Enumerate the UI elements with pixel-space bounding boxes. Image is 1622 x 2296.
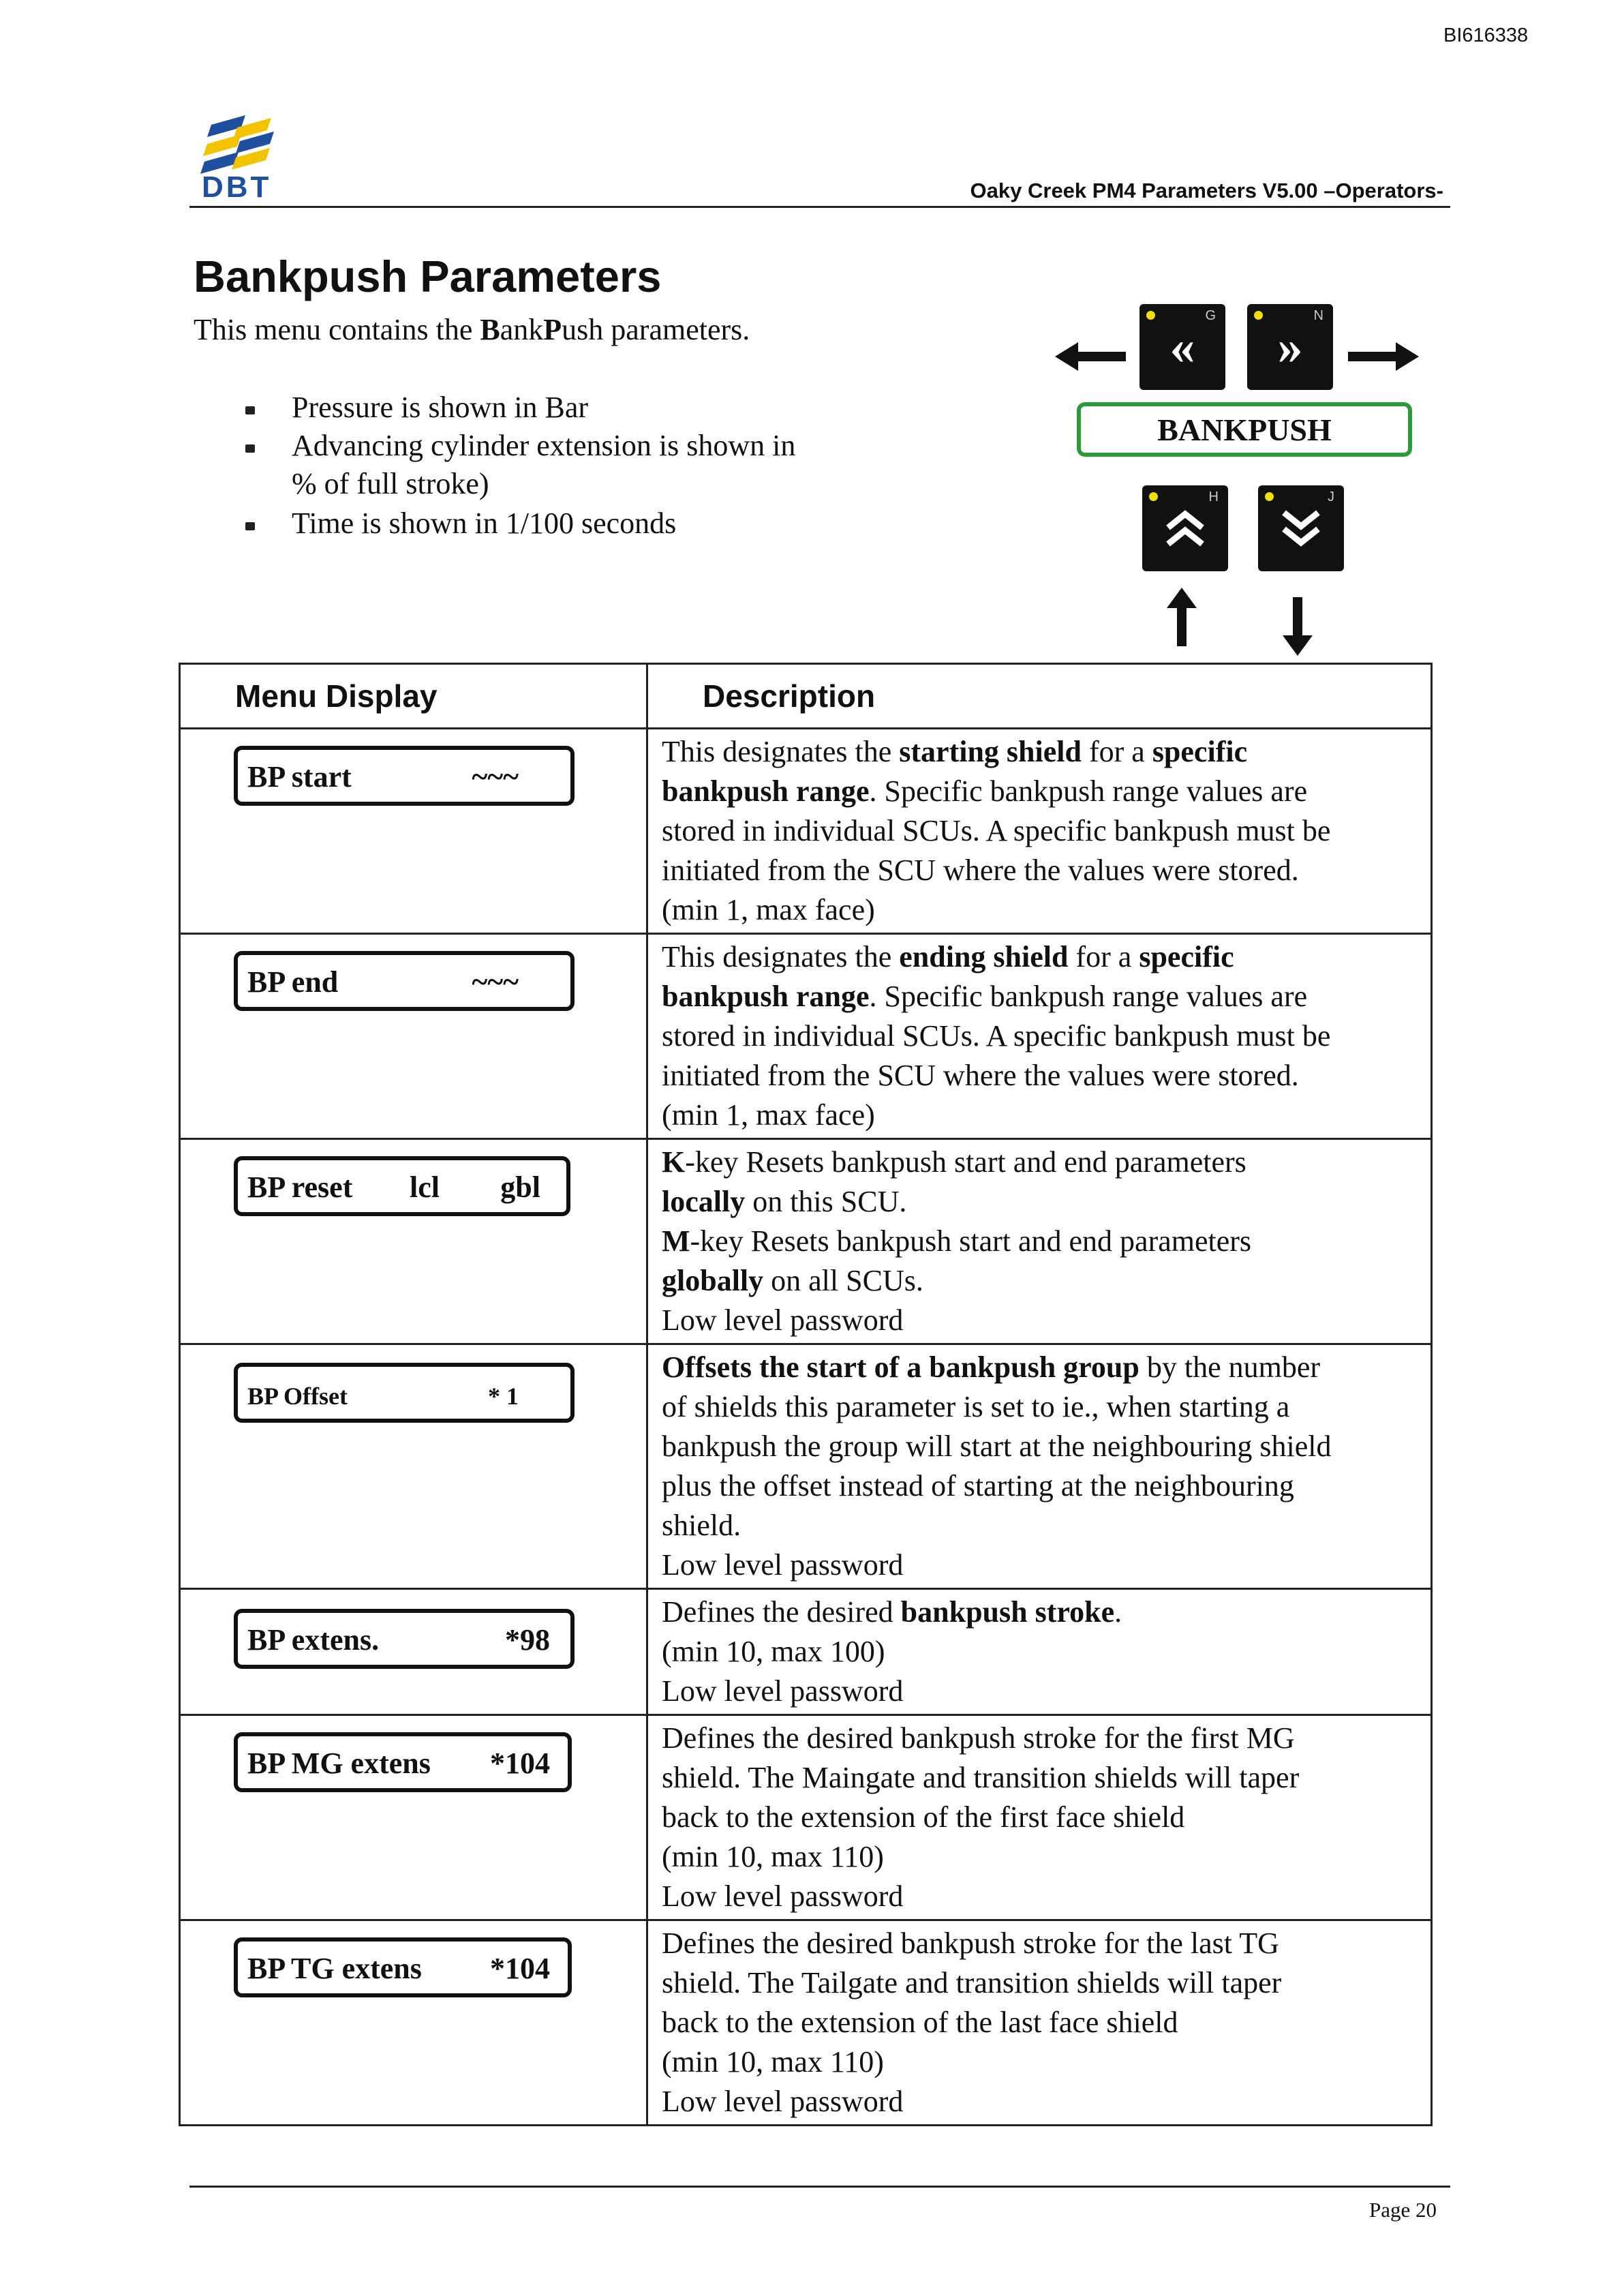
text-segment: -key Resets bankpush start and end parameters xyxy=(685,1145,1246,1179)
bankpush-menu-label: BANKPUSH xyxy=(1077,402,1412,457)
description-line xyxy=(662,1261,1418,1301)
text-segment: (min 10, max 100) xyxy=(662,1635,885,1668)
menu-display-cell xyxy=(180,1139,647,1344)
description-cell xyxy=(647,1920,1432,2126)
bold-text: specific xyxy=(1139,940,1234,973)
table-row xyxy=(180,729,1432,934)
table-row xyxy=(180,1715,1432,1920)
description-line xyxy=(662,1182,1418,1222)
page-number: Page 20 xyxy=(1368,2198,1437,2222)
description-cell xyxy=(647,934,1432,1139)
text-segment: plus the offset instead of starting at the neighbouring xyxy=(662,1469,1294,1502)
description-cell xyxy=(647,1139,1432,1344)
text-segment: shield. xyxy=(662,1509,741,1542)
description-line xyxy=(662,1545,1418,1585)
text-segment: (min 1, max face) xyxy=(662,1098,875,1132)
double-chevron-down-icon: J xyxy=(1258,485,1344,571)
text-segment: Low level password xyxy=(662,1548,904,1582)
display-name: BP start xyxy=(247,760,352,794)
text-segment: for a xyxy=(1081,735,1152,768)
display-value: *104 xyxy=(490,1747,550,1780)
display-name: BP MG extens xyxy=(247,1747,431,1780)
bold-text: bankpush range xyxy=(662,980,870,1013)
parameters-table xyxy=(179,663,1433,2126)
description-line xyxy=(662,1924,1418,1963)
table-row xyxy=(180,1139,1432,1344)
description-line xyxy=(662,1877,1418,1916)
text-segment: (min 10, max 110) xyxy=(662,2045,884,2079)
bullet-icon xyxy=(245,444,255,453)
menu-display-cell xyxy=(180,1589,647,1715)
description-cell xyxy=(647,1344,1432,1589)
bullet-item: Pressure is shown in Bar xyxy=(292,391,589,424)
lcd-display-bp-start xyxy=(234,746,575,806)
arrow-left-icon xyxy=(1055,339,1130,374)
description-line xyxy=(662,1301,1418,1340)
description-line xyxy=(662,1056,1418,1096)
text-segment: Low level password xyxy=(662,2085,904,2118)
description-line xyxy=(662,772,1418,811)
description-line xyxy=(662,2042,1418,2082)
text-segment: on this SCU. xyxy=(745,1185,907,1218)
text-segment: stored in individual SCUs. A specific bankpush must be xyxy=(662,814,1331,847)
lcd-display-bp-offset xyxy=(234,1363,575,1423)
double-chevron-up-icon: H xyxy=(1142,485,1228,571)
description-line xyxy=(662,1096,1418,1135)
column-header-menu-display: Menu Display xyxy=(180,664,647,729)
text-segment: . xyxy=(1114,1595,1122,1629)
description-line xyxy=(662,1016,1418,1056)
menu-display-cell xyxy=(180,1715,647,1920)
description-line xyxy=(662,732,1418,772)
text-segment: (min 1, max face) xyxy=(662,893,875,926)
bold-text: bankpush stroke xyxy=(900,1595,1115,1629)
display-name: BP reset xyxy=(247,1170,353,1204)
description-cell xyxy=(647,1589,1432,1715)
text-segment: back to the extension of the first face shield xyxy=(662,1800,1185,1834)
arrow-down-icon xyxy=(1283,597,1313,656)
description-line xyxy=(662,1758,1418,1798)
text-segment: bankpush the group will start at the neighbouring shield xyxy=(662,1430,1332,1463)
bullet-icon xyxy=(245,406,255,414)
table-row xyxy=(180,1920,1432,2126)
bold-text: Offsets the start of a bankpush group xyxy=(662,1350,1139,1384)
bold-text: starting shield xyxy=(899,735,1082,768)
text-segment: . Specific bankpush range values are xyxy=(869,774,1308,808)
text-segment: Defines the desired bankpush stroke for the first MG xyxy=(662,1721,1295,1755)
text-segment: Low level password xyxy=(662,1879,904,1913)
page-title: Bankpush Parameters xyxy=(194,252,662,301)
description-line xyxy=(662,2082,1418,2121)
text-segment: . Specific bankpush range values are xyxy=(869,980,1308,1013)
text-segment: of shields this parameter is set to ie., when starting a xyxy=(662,1390,1290,1423)
description-line xyxy=(662,1348,1418,1387)
text-segment: Defines the desired bankpush stroke for the last TG xyxy=(662,1927,1279,1960)
bold-text: specific xyxy=(1152,735,1248,768)
display-name: BP Offset xyxy=(247,1383,348,1410)
text-segment: back to the extension of the last face shield xyxy=(662,2006,1178,2039)
text-segment: initiated from the SCU where the values were stored. xyxy=(662,854,1299,887)
table-row xyxy=(180,934,1432,1139)
description-line xyxy=(662,1222,1418,1261)
bullet-item: Time is shown in 1/100 seconds xyxy=(292,507,677,540)
display-value: *98 xyxy=(505,1623,550,1657)
description-line xyxy=(662,2003,1418,2042)
description-line xyxy=(662,1592,1418,1632)
description-line xyxy=(662,977,1418,1016)
text-segment: Low level password xyxy=(662,1674,904,1708)
display-option-lcl: lcl xyxy=(410,1170,440,1204)
description-line xyxy=(662,1466,1418,1506)
table-row xyxy=(180,1589,1432,1715)
lcd-display-bp-extens xyxy=(234,1609,575,1669)
column-header-description: Description xyxy=(647,664,1432,729)
lcd-display-bp-reset xyxy=(234,1156,570,1216)
text-segment: shield. The Maingate and transition shields will taper xyxy=(662,1761,1300,1794)
description-line xyxy=(662,1963,1418,2003)
text-segment: (min 10, max 110) xyxy=(662,1840,884,1873)
description-line xyxy=(662,811,1418,851)
text-segment: by the number xyxy=(1139,1350,1321,1384)
double-chevron-right-icon: N » xyxy=(1247,304,1333,390)
menu-display-cell xyxy=(180,1920,647,2126)
text-segment: Defines the desired xyxy=(662,1595,901,1629)
menu-display-cell xyxy=(180,934,647,1139)
description-line xyxy=(662,1632,1418,1672)
double-chevron-left-icon: G « xyxy=(1139,304,1225,390)
logo-text: DBT xyxy=(202,170,272,204)
bold-text: bankpush range xyxy=(662,774,870,808)
table-row xyxy=(180,1344,1432,1589)
description-line xyxy=(662,1387,1418,1427)
bold-text: M xyxy=(662,1224,690,1258)
menu-display-cell xyxy=(180,1344,647,1589)
bullet-item: Advancing cylinder extension is shown in xyxy=(292,429,796,462)
text-segment: This designates the xyxy=(662,940,900,973)
intro-text: This menu contains the BankPush parameters. xyxy=(194,313,750,346)
description-line xyxy=(662,1143,1418,1182)
display-value: ~~~ xyxy=(472,965,519,999)
display-name: BP extens. xyxy=(247,1623,380,1657)
text-segment: on all SCUs. xyxy=(763,1264,923,1297)
description-line xyxy=(662,1427,1418,1466)
display-value: *104 xyxy=(490,1952,550,1985)
description-line xyxy=(662,1672,1418,1711)
display-value: * 1 xyxy=(488,1383,519,1410)
footer-rule xyxy=(189,2186,1450,2188)
arrow-up-icon xyxy=(1167,588,1197,646)
display-name: BP TG extens xyxy=(247,1952,422,1985)
description-line xyxy=(662,1798,1418,1837)
bullet-item: % of full stroke) xyxy=(292,467,489,500)
lcd-display-bp-end xyxy=(234,951,575,1011)
text-segment: for a xyxy=(1068,940,1139,973)
text-segment: shield. The Tailgate and transition shields will taper xyxy=(662,1966,1282,1999)
display-option-gbl: gbl xyxy=(500,1170,540,1204)
text-segment: -key Resets bankpush start and end parameters xyxy=(690,1224,1252,1258)
bold-text: globally xyxy=(662,1264,764,1297)
text-segment: Low level password xyxy=(662,1303,904,1337)
bold-text: ending shield xyxy=(899,940,1069,973)
document-id: BI616338 xyxy=(1443,25,1529,46)
bold-text: locally xyxy=(662,1185,746,1218)
description-cell xyxy=(647,1715,1432,1920)
table-header-row xyxy=(180,664,1432,729)
arrow-right-icon xyxy=(1344,339,1419,374)
text-segment: initiated from the SCU where the values were stored. xyxy=(662,1059,1299,1092)
lcd-display-bp-tg-extens xyxy=(234,1937,572,1997)
header-rule xyxy=(189,206,1450,208)
description-line xyxy=(662,1506,1418,1545)
header-title: Oaky Creek PM4 Parameters V5.00 –Operators- xyxy=(970,179,1443,202)
text-segment: stored in individual SCUs. A specific bankpush must be xyxy=(662,1019,1331,1053)
description-line xyxy=(662,1719,1418,1758)
bold-text: K xyxy=(662,1145,686,1179)
description-cell xyxy=(647,729,1432,934)
text-segment: This designates the xyxy=(662,735,900,768)
description-line xyxy=(662,1837,1418,1877)
bullet-icon xyxy=(245,522,255,530)
lcd-display-bp-mg-extens xyxy=(234,1732,572,1792)
display-value: ~~~ xyxy=(472,760,519,794)
description-line xyxy=(662,937,1418,977)
menu-display-cell xyxy=(180,729,647,934)
description-line xyxy=(662,890,1418,930)
display-name: BP end xyxy=(247,965,339,999)
description-line xyxy=(662,851,1418,890)
